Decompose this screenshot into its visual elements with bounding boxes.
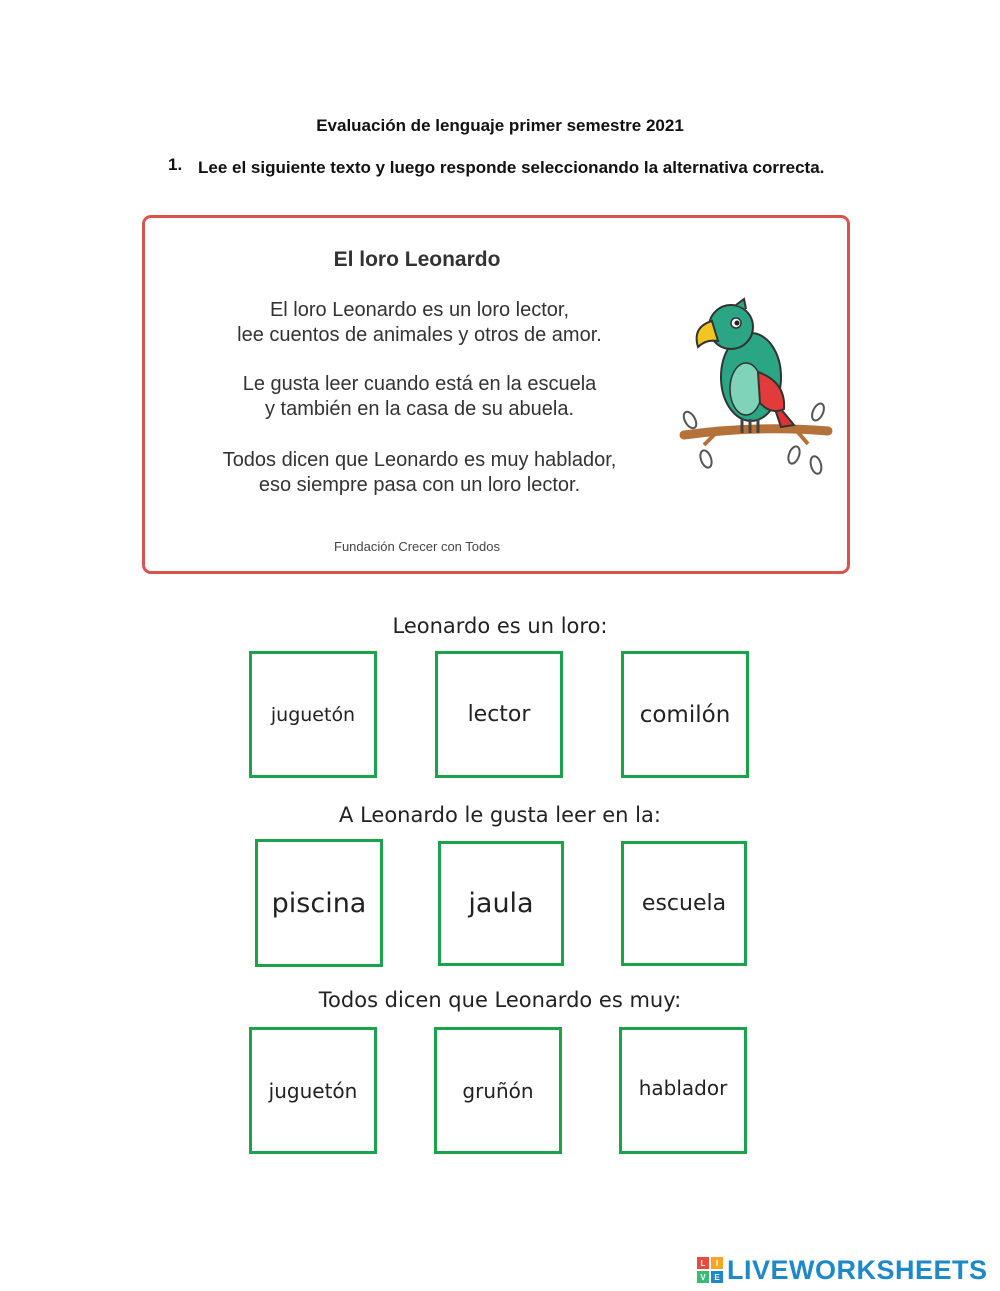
parrot-illustration — [676, 297, 836, 477]
story-line: El loro Leonardo es un loro lector, — [269, 299, 570, 321]
option-q3-c[interactable]: hablador — [619, 1027, 747, 1154]
question-prompt-3: Todos dicen que Leonardo es muy: — [318, 988, 682, 1012]
option-q2-a[interactable]: piscina — [255, 839, 383, 967]
logo-cube: I — [711, 1257, 723, 1269]
option-q3-b[interactable]: gruñón — [434, 1027, 562, 1154]
document-title: Evaluación de lenguaje primer semestre 2021 — [316, 116, 684, 135]
option-q1-c[interactable]: comilón — [621, 651, 749, 778]
story-stanza-2 — [142, 372, 697, 422]
option-q2-c[interactable]: escuela — [621, 841, 747, 966]
logo-cube: V — [697, 1271, 709, 1283]
logo-cube: E — [711, 1271, 723, 1283]
question-prompt-2: A Leonardo le gusta leer en la: — [339, 803, 661, 827]
question-instruction: Lee el siguiente texto y luego responde seleccionando la alternativa correcta. — [198, 158, 825, 177]
question-prompt-1: Leonardo es un loro: — [392, 614, 608, 638]
story-line: lee cuentos de animales y otros de amor. — [237, 324, 602, 346]
logo-text: LIVEWORKSHEETS — [727, 1254, 988, 1285]
story-line: Todos dicen que Leonardo es muy hablador, — [222, 449, 617, 471]
logo-cube: L — [697, 1257, 709, 1269]
question-number: 1. — [168, 155, 183, 174]
story-line: y también en la casa de su abuela. — [264, 398, 575, 420]
story-stanza-1 — [142, 298, 697, 348]
option-q3-a[interactable]: juguetón — [249, 1027, 377, 1154]
liveworksheets-logo[interactable] — [697, 1255, 988, 1285]
logo-cubes-icon — [697, 1257, 723, 1283]
option-q1-a[interactable]: juguetón — [249, 651, 377, 778]
story-credit: Fundación Crecer con Todos — [334, 539, 500, 554]
option-q1-b[interactable]: lector — [435, 651, 563, 778]
story-line: eso siempre pasa con un loro lector. — [258, 474, 581, 496]
story-title: El loro Leonardo — [333, 248, 501, 271]
option-q2-b[interactable]: jaula — [438, 841, 564, 966]
story-line: Le gusta leer cuando está en la escuela — [242, 373, 597, 395]
story-stanza-3 — [142, 448, 697, 498]
